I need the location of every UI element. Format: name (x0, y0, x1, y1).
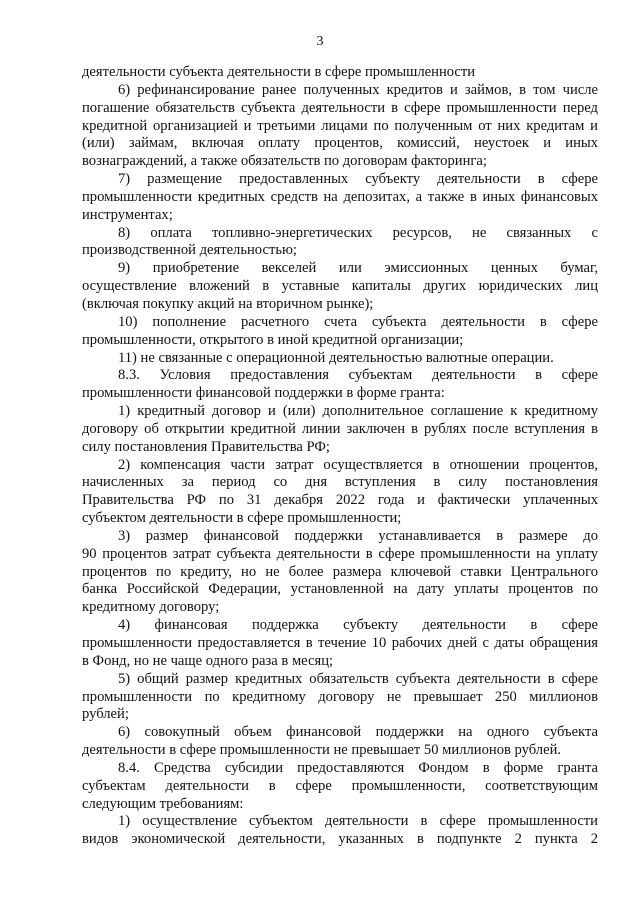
text-line: кредитному договору; (82, 599, 220, 616)
text-line: следующим требованиям: (82, 795, 244, 812)
text-line: промышленности, открытого в иной кредитной организации; (82, 331, 464, 348)
text-line: 1) кредитный договор и (или) дополнительное соглашение к кредитному (118, 403, 598, 420)
text-line: 9) приобретение векселей или эмиссионных ценных бумаг, (118, 260, 598, 277)
text-line: промышленности финансовой поддержки в форме гранта: (82, 385, 445, 402)
text-line: деятельности субъекта деятельности в сфере промышленности (82, 64, 476, 80)
text-line: промышленности кредитных средств на депозитах, а также в иных финансовых (82, 188, 598, 205)
text-line: осуществление вложений в уставные капиталы других юридических лиц (82, 278, 598, 295)
text-line: 1) осуществление субъектом деятельности в сфере промышленности (118, 813, 598, 830)
text-line: 11) не связанные с операционной деятельностью валютные операции. (118, 349, 554, 366)
text-line: 8) оплата топливно-энергетических ресурсов, не связанных с (118, 224, 598, 241)
text-line: 6) совокупный объем финансовой поддержки на одного субъекта (118, 724, 598, 741)
text-line: 2) компенсация части затрат осуществляется в отношении процентов, (118, 456, 598, 473)
text-line: промышленности предоставляется в течение 10 рабочих дней с даты обращения (82, 635, 598, 651)
text-line: субъектам деятельности в сфере промышленности, соответствующим (82, 777, 598, 794)
text-line: начисленных за период со дня вступления в силу постановления (82, 474, 598, 491)
text-line: кредитной организацией и третьими лицами по полученным от них кредитам и (82, 117, 598, 134)
text-line: 8.3. Условия предоставления субъектам деятельности в сфере (118, 367, 598, 384)
text-line: в Фонд, но не чаще одного раза в месяц; (82, 652, 334, 669)
text-line: силу постановления Правительства РФ; (82, 438, 330, 455)
text-line: 8.4. Средства субсидии предоставляются Фондом в форме гранта (118, 759, 598, 776)
text-line: 7) размещение предоставленных субъекту деятельности в сфере (118, 171, 598, 188)
text-line: инструментах; (82, 206, 173, 223)
text-line: промышленности по кредитному договору не превышает 250 миллионов (82, 688, 598, 705)
document-text (82, 64, 598, 849)
text-line: 5) общий размер кредитных обязательств субъекта деятельности в сфере (118, 670, 598, 687)
text-line: погашение обязательств субъекта деятельности в сфере промышленности перед (82, 99, 598, 116)
text-line: (или) займам, включая оплату процентов, комиссий, неустоек и иных (82, 135, 598, 152)
text-line: видов экономической деятельности, указанных в подпункте 2 пункта 2 (82, 831, 598, 848)
text-line: 3) размер финансовой поддержки устанавливается в размере до (118, 527, 598, 544)
text-line: процентов по кредиту, но не более размера ключевой ставки Центрального (82, 563, 598, 580)
text-line: 10) пополнение расчетного счета субъекта деятельности в сфере (118, 313, 598, 330)
page-number: 3 (316, 34, 324, 49)
text-line: рублей; (82, 706, 129, 723)
text-line: вознаграждений, а также обязательств по договорам факторинга; (82, 153, 487, 170)
text-line: 6) рефинансирование ранее полученных кредитов и займов, в том числе (118, 81, 598, 98)
text-line: субъектом деятельности в сфере промышленности; (82, 510, 402, 527)
text-line: Правительства РФ по 31 декабря 2022 года и фактически уплаченных (82, 492, 598, 509)
text-line: (включая покупку акций на вторичном рынке); (82, 295, 374, 312)
text-line: договору об открытии кредитной линии заключен в рублях после вступления в (82, 420, 598, 437)
text-line: производственной деятельностью; (82, 242, 297, 259)
text-line: деятельности в сфере промышленности не превышает 50 миллионов рублей. (82, 742, 562, 759)
text-line: банка Российской Федерации, установленной на дату уплаты процентов по (82, 581, 598, 598)
text-line: 4) финансовая поддержка субъекту деятельности в сфере (118, 617, 598, 634)
text-line: 90 процентов затрат субъекта деятельности в сфере промышленности на уплату (82, 545, 598, 562)
